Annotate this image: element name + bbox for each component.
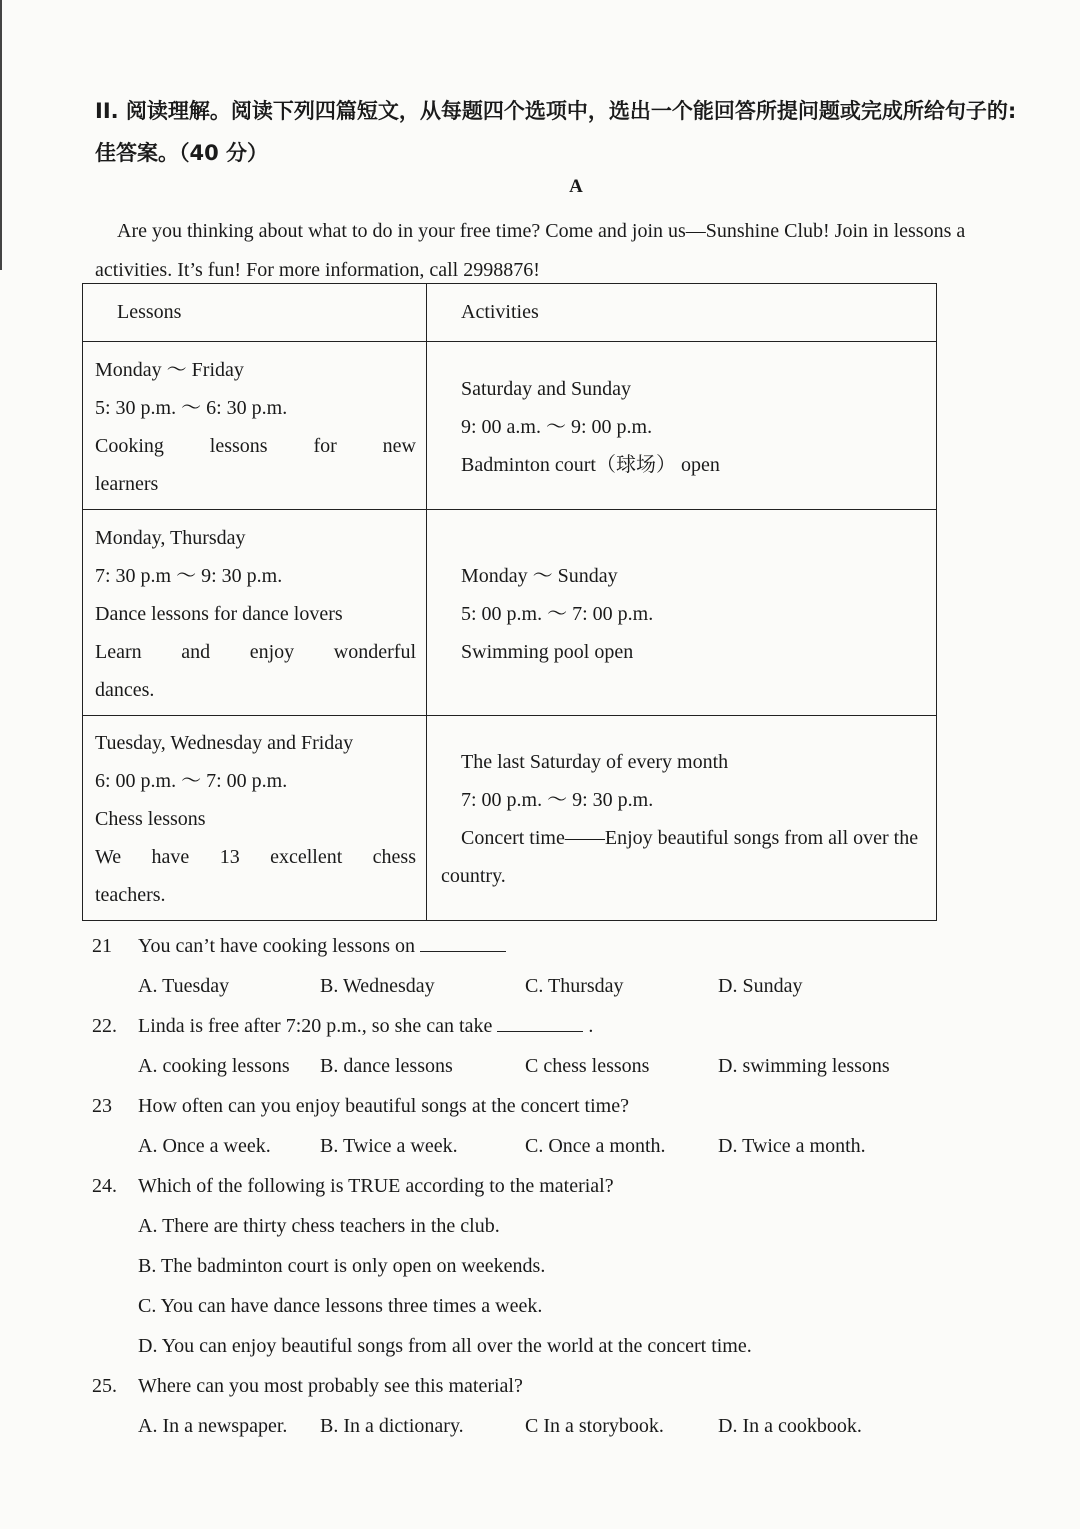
header-activities: Activities <box>427 284 937 342</box>
question-23 <box>92 1086 1052 1126</box>
table-row <box>83 716 937 921</box>
lesson-desc: Dance lessons for dance lovers <box>95 602 343 625</box>
answer-blank <box>420 929 506 952</box>
lesson-cell <box>83 342 427 510</box>
lesson-time: 6: 00 p.m. ～ 7: 00 p.m. <box>95 770 288 792</box>
intro-line-2: activities. It’s fun! For more information, call 2998876! <box>95 259 540 281</box>
question-22 <box>92 1006 1052 1046</box>
option-c[interactable]: C. Thursday <box>525 975 624 997</box>
lesson-desc: learners <box>95 472 159 495</box>
option-b[interactable]: B. Wednesday <box>320 975 435 997</box>
lesson-desc: Learn and enjoy wonderful <box>95 640 416 663</box>
lesson-time: 5: 30 p.m. ～ 6: 30 p.m. <box>95 396 288 419</box>
option-a[interactable]: A. There are thirty chess teachers in the club. <box>138 1215 500 1237</box>
activity-desc: Badminton court（球场） open <box>461 453 720 476</box>
lesson-desc: Cooking lessons for new <box>95 434 416 457</box>
activity-time: 5: 00 p.m. ～ 7: 00 p.m. <box>461 602 654 625</box>
section-heading-line2: 佳答案。（40 分） <box>95 141 269 165</box>
lesson-desc: Chess lessons <box>95 808 206 830</box>
activity-desc: country. <box>441 865 506 887</box>
question-25 <box>92 1366 1052 1406</box>
question-21 <box>92 926 1052 966</box>
table-row <box>83 342 937 510</box>
option-d[interactable]: D. swimming lessons <box>718 1055 890 1077</box>
header-lessons: Lessons <box>83 284 427 342</box>
option-b[interactable]: B. The badminton court is only open on weekends. <box>138 1255 546 1277</box>
question-24 <box>92 1166 1052 1206</box>
option-c[interactable]: C chess lessons <box>525 1055 650 1077</box>
question-number: 21 <box>92 935 112 957</box>
options-23 <box>92 1126 1052 1166</box>
question-stem: You can’t have cooking lessons on <box>138 926 506 966</box>
activity-cell <box>427 510 937 716</box>
question-list <box>92 926 1052 1446</box>
option-c[interactable]: C. You can have dance lessons three times a week. <box>138 1295 543 1317</box>
question-number: 23 <box>92 1095 112 1117</box>
option-a[interactable]: A. cooking lessons <box>138 1055 290 1077</box>
question-stem: How often can you enjoy beautiful songs at the concert time? <box>138 1095 629 1117</box>
passage-intro <box>95 212 1045 290</box>
option-b[interactable]: B. dance lessons <box>320 1055 453 1077</box>
lesson-desc: dances. <box>95 678 155 701</box>
option-b[interactable]: B. In a dictionary. <box>320 1415 464 1437</box>
activity-days: Saturday and Sunday <box>461 377 631 400</box>
option-c[interactable]: C. Once a month. <box>525 1135 666 1157</box>
lesson-time: 7: 30 p.m ～ 9: 30 p.m. <box>95 564 283 587</box>
passage-label: A <box>569 176 583 197</box>
lesson-days: Tuesday, Wednesday and Friday <box>95 732 354 754</box>
lesson-days: Monday, Thursday <box>95 526 246 549</box>
question-stem: Where can you most probably see this material? <box>138 1375 523 1397</box>
table-header-row <box>83 284 937 342</box>
activity-days: Monday ～ Sunday <box>461 564 618 587</box>
options-21 <box>92 966 1052 1006</box>
activity-cell <box>427 342 937 510</box>
activity-cell <box>427 716 937 921</box>
answer-blank <box>497 1009 583 1032</box>
option-a[interactable]: A. Tuesday <box>138 975 230 997</box>
option-d[interactable]: D. Twice a month. <box>718 1135 866 1157</box>
activity-time: 7: 00 p.m. ～ 9: 30 p.m. <box>461 789 654 811</box>
lesson-days: Monday ～ Friday <box>95 358 244 381</box>
activity-days: The last Saturday of every month <box>461 751 729 773</box>
option-d[interactable]: D. Sunday <box>718 975 803 997</box>
question-number: 25. <box>92 1375 117 1397</box>
option-d[interactable]: D. You can enjoy beautiful songs from all over the world at the concert time. <box>138 1335 752 1357</box>
question-number: 22. <box>92 1015 117 1037</box>
lesson-cell <box>83 510 427 716</box>
lesson-desc: teachers. <box>95 884 166 906</box>
question-stem: Which of the following is TRUE according to the material? <box>138 1175 614 1197</box>
option-b[interactable]: B. Twice a week. <box>320 1135 458 1157</box>
option-d[interactable]: D. In a cookbook. <box>718 1415 862 1437</box>
page-edge-line <box>0 0 2 270</box>
option-a[interactable]: A. In a newspaper. <box>138 1415 288 1437</box>
option-c[interactable]: C In a storybook. <box>525 1415 664 1437</box>
intro-line-1: Are you thinking about what to do in your free time? Come and join us—Sunshine Club! Join in lessons a <box>117 220 966 242</box>
lesson-desc: We have 13 excellent chess <box>95 846 416 868</box>
question-number: 24. <box>92 1175 117 1197</box>
options-22 <box>92 1046 1052 1086</box>
section-heading-line1: II. 阅读理解。阅读下列四篇短文，从每题四个选项中，选出一个能回答所提问题或完成所给句子的: <box>95 99 1017 123</box>
lesson-cell <box>83 716 427 921</box>
activity-desc: Concert time——Enjoy beautiful songs from all over the <box>461 827 919 849</box>
activity-time: 9: 00 a.m. ～ 9: 00 p.m. <box>461 415 653 438</box>
section-heading <box>95 90 1055 174</box>
club-schedule-table <box>82 283 937 921</box>
question-stem: Linda is free after 7:20 p.m., so she can take . <box>138 1006 593 1046</box>
activity-desc: Swimming pool open <box>461 640 634 663</box>
table-row <box>83 510 937 716</box>
options-25 <box>92 1406 1052 1446</box>
option-a[interactable]: A. Once a week. <box>138 1135 271 1157</box>
